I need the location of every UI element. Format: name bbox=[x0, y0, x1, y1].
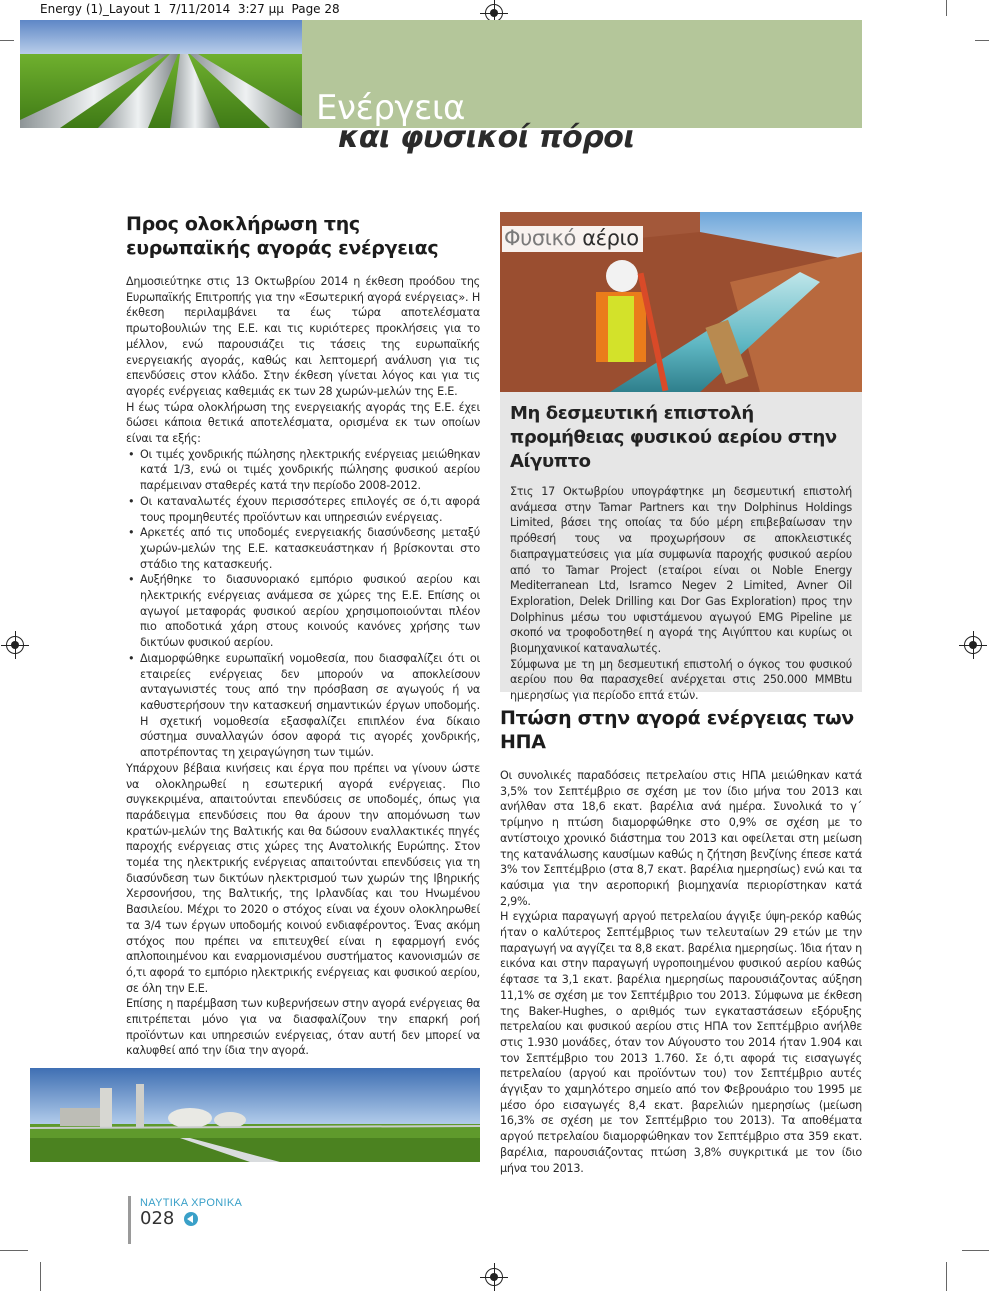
article-paragraph: Οι συνολικές παραδόσεις πετρελαίου στις ΗΠΑ μειώθηκαν κατά 3,5% τον Σεπτέμβριο σε σχέση με τον ίδιο μήνα του 2013 και ανήλθαν στα 18,6 εκατ. βαρέλια ανά ημέρα. Συνολικά το γ΄ τρίμηνο η πτώση διαμορφώθηκε στο 0,9% σε σχέση με το αντίστοιχο χρονικό διάστημα του 2013 και οφείλεται στη μείωση της κατανάλωσης καυσίμων καθώς η ζήτηση βενζίνης έπεσε κατά 3% τον Σεπτέμβριο (στα 8,7 εκατ. βαρέλια ημερησίως) ενώ και τα καύσιμα για την αεροπορική βιομηχανία περιορίστηκαν κατά 2,9%. bbox=[500, 769, 862, 908]
us-energy-article bbox=[500, 706, 862, 1176]
article-paragraph: Υπάρχουν βέβαια κινήσεις και έργα που πρέπει να γίνουν ώστε να ολοκληρωθεί η εσωτερική αγορά ενέργειας. Πιο συγκεκριμένα, απαιτούνται επενδύσεις σε υποδομές, όπως για παράδειγμα επενδύσεις που θα άρουν την απομόνωση των κρατών-μελών της Βαλτικής και θα δώσουν εναλλακτικές πηγές παροχής ενέργειας στις χώρες της Ανατολικής Ευρώπης. Στον τομέα της ηλεκτρικής ενέργειας απαιτούνται επενδύσεις για τη διασύνδεση των δικτύων ηλεκτρισμού των χωρών της Ιβηρικής Χερσονήσου, της Βαλτικής, της Ιρλανδίας και του Ηνωμένου Βασιλείου. Μέχρι το 2020 ο στόχος είναι να έχουν ολοκληρωθεί τα 3/4 των έργων υποδομής κοινού ενδιαφέροντος. Ένας ακόμη στόχος που πρέπει να επιτευχθεί είναι η εφαρμογή ενός απλοποιημένου και εναρμονισμένου συστήματος κανονισμών σε ό,τι αφορά το εμπόριο ηλεκτρικής ενέργειας και φυσικού αερίου, σε όλη την Ε.Ε. bbox=[126, 761, 480, 995]
magazine-name: ΝΑΥΤΙΚΑ ΧΡΟΝΙΚΑ bbox=[140, 1197, 243, 1209]
print-slug: Energy (1)_Layout 1 7/11/2014 3:27 μμ Page 28 bbox=[40, 2, 340, 16]
section-title-light: Ενέργεια bbox=[316, 88, 465, 128]
trim-mark bbox=[0, 40, 14, 41]
list-item: • Αυξήθηκε το διασυνοριακό εμπόριο φυσικού αερίου και ηλεκτρικής ενέργειας ανάμεσα σε χώρες της Ε.Ε. Επίσης οι αγωγοί μεταφοράς φυσικού αερίου χρησιμοποιούνται πλέον πιο αποδοτικά χάρη στους κοινούς κανόνες χρήσης των δικτύων φυσικού αερίου. bbox=[126, 572, 480, 651]
section-title-bold: και φυσικοί πόροι bbox=[338, 120, 635, 155]
achievements-list bbox=[126, 447, 480, 761]
box-body bbox=[510, 484, 852, 704]
egypt-gas-box bbox=[500, 392, 862, 703]
list-item: • Οι τιμές χονδρικής πώλησης ηλεκτρικής ενέργειας μειώθηκαν κατά 1/3, ενώ οι τιμές χονδρικής πώλησης φυσικού αερίου παρέμειναν σταθερές κατά την περίοδο 2008-2012. bbox=[126, 447, 480, 494]
list-item: • Διαμορφώθηκε ευρωπαϊκή νομοθεσία, που διασφαλίζει ότι οι εταιρείες ενέργειας δεν μπορούν να αποκλείσουν ανταγωνιστές τους από την πρόσβαση σε αγωγούς ή να καθυστερήσουν την κατασκευή σημαντικών έργων υποδομής. Η σχετική νομοθεσία εξασφαλίζει επιπλέον ένα δίκαιο σύστημα συναλλαγών όσον αφορά τις αγορές χονδρικής, αποτρέποντας τη χειραγώγηση των τιμών. bbox=[126, 651, 480, 761]
gas-facility-photo bbox=[30, 1068, 480, 1162]
trim-mark bbox=[962, 1250, 989, 1251]
article-paragraph: Η έως τώρα ολοκλήρωση της ενεργειακής αγοράς της Ε.Ε. έχει δώσει κάποια θετικά αποτελέσματα, ορισμένα εκ των οποίων είναι τα εξής: bbox=[126, 400, 480, 446]
natural-gas-label bbox=[502, 226, 643, 252]
box-paragraph: Σύμφωνα με τη μη δεσμευτική επιστολή ο όγκος του φυσικού αερίου που θα παρασχεθεί ανέρχεται στις 250.000 MMBtu ημερησίως για περίοδο επτά ετών. bbox=[510, 657, 852, 703]
article-body bbox=[500, 768, 862, 1176]
label-light: Φυσικό bbox=[504, 226, 576, 250]
header-pipeline-photo bbox=[20, 20, 302, 128]
article-paragraph: Δημοσιεύτηκε στις 13 Οκτωβρίου 2014 η έκθεση προόδου της Ευρωπαϊκής Επιτροπής για την «Εσωτερική αγορά ενέργειας». Η έκθεση περιλαμβάνει τα έως τώρα αποτελέσματα πρωτοβουλιών της Ε.Ε. και τις κυριότερες προκλήσεις για το μέλλον, ενώ παρουσιάζει τις τάσεις της ευρωπαϊκής ενεργειακής αγοράς, καθώς και λεπτομερή ανάλυση για τις επενδύσεις στον κλάδο. Στην έκθεση γίνεται λόγος και για τις αγορές ενέργειας καθεμιάς εκ των 28 χωρών-μελών της Ε.Ε. bbox=[126, 275, 480, 398]
footer-divider bbox=[128, 1196, 131, 1244]
article-title: Πτώση στην αγορά ενέργειας των ΗΠΑ bbox=[500, 707, 854, 753]
article-paragraph: Η εγχώρια παραγωγή αργού πετρελαίου άγγιξε ύψη-ρεκόρ καθώς ήταν ο καλύτερος Σεπτέμβριος των τελευταίων 29 ετών με την παραγωγή να αγγίζει τα 8,8 εκατ. βαρέλια ημερησίως. Ίδια ήταν η εικόνα και στην παραγωγή υγροποιημένου φυσικού αερίου καθώς έφτασε τα 3,1 εκατ. βαρέλια ημερησίως παρουσιάζοντας αύξηση 11,1% σε σχέση με τον Σεπτέμβριο του 2013. Σύμφωνα με έκθεση της Baker-Hughes, ο αριθμός των εγκαταστάσεων εξόρυξης πετρελαίου και φυσικού αερίου στις ΗΠΑ τον Σεπτέμβριο ανήλθε στις 1.930 μονάδες, όταν τον Αύγουστο του 2014 ήταν 1.904 και τον Σεπτέμβριο του 2013 1.760. Σε ό,τι αφορά τις εισαγωγές πετρελαίου (αργού και προϊόντων του) τον Σεπτέμβριο αυτές άγγιξαν το χαμηλότερο σημείο από τον Φεβρουάριο του 1995 με μέσο όρο εισαγωγές 8,4 εκατ. βαρελιών ημερησίως (μείωση 16,3% σε σχέση με τον Σεπτέμβριο του 2013). Τα αποθέματα αργού πετρελαίου διαμορφώθηκαν τον Σεπτέμβριο στα 359 εκατ. βαρέλια, παρουσιάζοντας πτώση 3,8% συγκριτικά με τον ίδιο μήνα του 2013. bbox=[500, 910, 862, 1175]
trim-mark bbox=[40, 1262, 41, 1291]
page-arrow-icon bbox=[184, 1212, 198, 1226]
label-bold: αέριο bbox=[582, 226, 639, 250]
trim-mark bbox=[975, 40, 989, 41]
registration-mark-left bbox=[6, 636, 24, 654]
registration-mark-right bbox=[964, 636, 982, 654]
box-title: Μη δεσμευτική επιστολή προμήθειας φυσικού αερίου στην Αίγυπτο bbox=[510, 403, 837, 472]
box-paragraph: Στις 17 Οκτωβρίου υπογράφτηκε μη δεσμευτική επιστολή ανάμεσα στην Tamar Partners και την Dolphinus Holdings Limited, βάσει της οποίας τα δύο μέρη επιβεβαίωσαν την πρόθεσή τους να προχωρήσουν σε αποκλειστικές διαπραγματεύσεις για μία συμφωνία παροχής φυσικού αερίου από το Tamar Project (εταίροι είναι οι Noble Energy Mediterranean Ltd, Isramco Negev 2 Limited, Avner Oil Exploration, Delek Drilling και Dor Gas Exploration) προς την Dolphinus μέσω του υφιστάμενου αγωγού EMG Pipeline με σκοπό να τροφοδοτηθεί η αγορά της Αιγύπτου και κυρίως οι βιομηχανικοί καταναλωτές. bbox=[510, 485, 852, 656]
article-paragraph: Επίσης η παρέμβαση των κυβερνήσεων στην αγορά ενέργειας θα επιτρέπεται μόνο για να διασφαλίζουν την επαρκή ροή προϊόντων και υπηρεσιών ενέργειας, όταν αυτή δεν μπορεί να καλυφθεί από την ίδια την αγορά. bbox=[126, 997, 480, 1058]
list-item: • Οι καταναλωτές έχουν περισσότερες επιλογές σε ό,τι αφορά τους προμηθευτές προϊόντων και υπηρεσιών ενέργειας. bbox=[126, 494, 480, 525]
eu-energy-article bbox=[126, 212, 480, 1059]
list-item: • Αρκετές από τις υποδομές ενεργειακής διασύνδεσης μεταξύ χωρών-μελών της Ε.Ε. κατασκευάστηκαν ή βρίσκονται στο στάδιο της κατασκευής. bbox=[126, 525, 480, 572]
trim-mark bbox=[946, 1262, 947, 1291]
trim-mark bbox=[0, 1250, 28, 1251]
registration-mark-bottom bbox=[485, 1268, 503, 1286]
article-body bbox=[126, 274, 480, 1059]
article-title: Προς ολοκλήρωση της ευρωπαϊκής αγοράς ενέργειας bbox=[126, 213, 439, 259]
trim-mark bbox=[946, 0, 947, 16]
page-number: 028 bbox=[140, 1208, 175, 1229]
